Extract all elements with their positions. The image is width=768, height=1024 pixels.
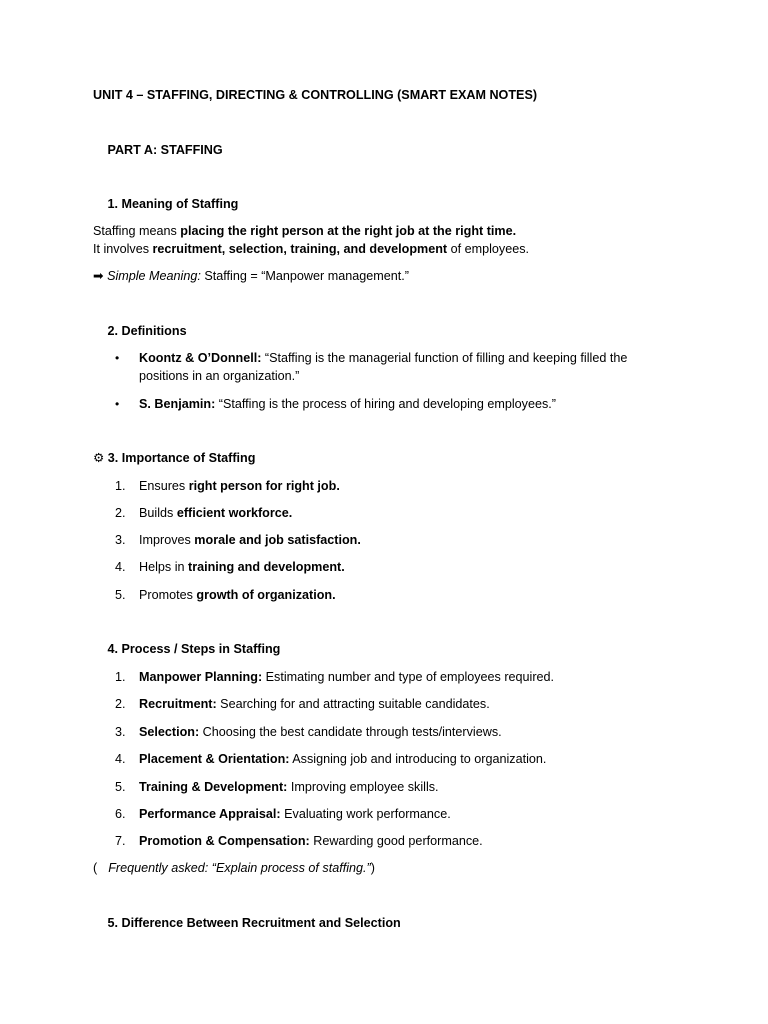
section-5-heading-text: 5. Difference Between Recruitment and Selection [107, 916, 401, 930]
section-1-heading [93, 196, 238, 213]
step-title: Placement & Orientation: [139, 752, 290, 766]
note-text: Frequently asked: “Explain process of staffing.” [108, 861, 371, 875]
note-paren-open: ( [93, 861, 98, 875]
definition-text: “Staffing is the managerial function of filling and keeping filled the [261, 351, 628, 365]
list-number: 4. [115, 560, 126, 574]
list-item [139, 532, 361, 549]
step-title: Promotion & Compensation: [139, 834, 310, 848]
part-a-heading-text: PART A: STAFFING [107, 143, 223, 157]
section-3-heading-text: 3. Importance of Staffing [107, 451, 256, 465]
list-item [139, 587, 336, 604]
list-number: 2. [115, 697, 126, 711]
step-title: Performance Appraisal: [139, 807, 281, 821]
meaning-paragraph-line-2 [93, 241, 529, 258]
list-item-text: Builds [139, 506, 177, 520]
simple-meaning-text: Staffing = “Manpower management.” [200, 269, 409, 283]
list-item [139, 505, 292, 522]
list-number: 4. [115, 752, 126, 766]
meaning-text: Staffing means [93, 224, 181, 238]
list-item-text: Improves [139, 533, 195, 547]
gear-icon: ⚙ [93, 451, 105, 465]
involves-text: It involves [93, 242, 153, 256]
simple-meaning-label: Simple Meaning: [107, 269, 201, 283]
document-title: UNIT 4 – STAFFING, DIRECTING & CONTROLLING (SMART EXAM NOTES) [93, 88, 538, 102]
meaning-emphasis: placing the right person at the right job at the right time. [180, 224, 517, 238]
part-a-heading [93, 142, 223, 159]
definition-koontz-line-2: positions in an organization.” [139, 369, 300, 383]
list-item-emphasis: right person for right job. [188, 479, 340, 493]
list-number: 3. [115, 533, 126, 547]
section-4-heading-text: 4. Process / Steps in Staffing [107, 642, 281, 656]
step-title: Selection: [139, 725, 200, 739]
frequently-asked-note [93, 860, 375, 877]
section-1-heading-text: 1. Meaning of Staffing [107, 197, 239, 211]
list-item-text: Ensures [139, 479, 189, 493]
arrow-icon: ➡ [93, 269, 104, 283]
definition-benjamin [139, 396, 556, 413]
step-text: Choosing the best candidate through tests/interviews. [199, 725, 502, 739]
step-text: Rewarding good performance. [309, 834, 483, 848]
list-item-emphasis: efficient workforce. [176, 506, 293, 520]
list-item-emphasis: training and development. [188, 560, 345, 574]
step-title: Manpower Planning: [139, 670, 263, 684]
definition-author: Koontz & O’Donnell: [139, 351, 262, 365]
section-2-heading [93, 323, 187, 340]
list-number: 5. [115, 588, 126, 602]
involves-emphasis: recruitment, selection, training, and development [152, 242, 448, 256]
section-3-heading [93, 450, 255, 467]
list-item [139, 779, 439, 796]
list-item [139, 833, 483, 850]
list-item [139, 751, 546, 768]
list-number: 3. [115, 725, 126, 739]
section-2-heading-text: 2. Definitions [107, 324, 187, 338]
list-item-emphasis: growth of organization. [196, 588, 336, 602]
list-item-text: Promotes [139, 588, 197, 602]
list-number: 5. [115, 780, 126, 794]
involves-tail: of employees. [447, 242, 530, 256]
list-number: 6. [115, 807, 126, 821]
list-item [139, 696, 490, 713]
step-text: Improving employee skills. [287, 780, 439, 794]
bullet-icon: • [115, 351, 120, 365]
section-4-heading [93, 641, 280, 658]
list-item [139, 559, 345, 576]
step-text: Estimating number and type of employees required. [262, 670, 555, 684]
step-text: Assigning job and introducing to organization. [289, 752, 547, 766]
step-title: Recruitment: [139, 697, 217, 711]
list-item [139, 724, 502, 741]
section-5-heading [93, 915, 401, 932]
list-number: 7. [115, 834, 126, 848]
meaning-paragraph-line-1 [93, 223, 516, 240]
list-item [139, 478, 340, 495]
step-text: Searching for and attracting suitable candidates. [216, 697, 490, 711]
list-item-emphasis: morale and job satisfaction. [194, 533, 361, 547]
list-number: 1. [115, 479, 126, 493]
step-title: Training & Development: [139, 780, 288, 794]
bullet-icon: • [115, 397, 120, 411]
list-item [139, 669, 554, 686]
list-item [139, 806, 451, 823]
list-number: 2. [115, 506, 126, 520]
definition-koontz-line-1 [139, 350, 627, 367]
definition-text: “Staffing is the process of hiring and developing employees.” [215, 397, 556, 411]
simple-meaning-line [93, 268, 409, 285]
list-number: 1. [115, 670, 126, 684]
list-item-text: Helps in [139, 560, 188, 574]
step-text: Evaluating work performance. [280, 807, 451, 821]
note-paren-close: ) [370, 861, 375, 875]
definition-author: S. Benjamin: [139, 397, 216, 411]
